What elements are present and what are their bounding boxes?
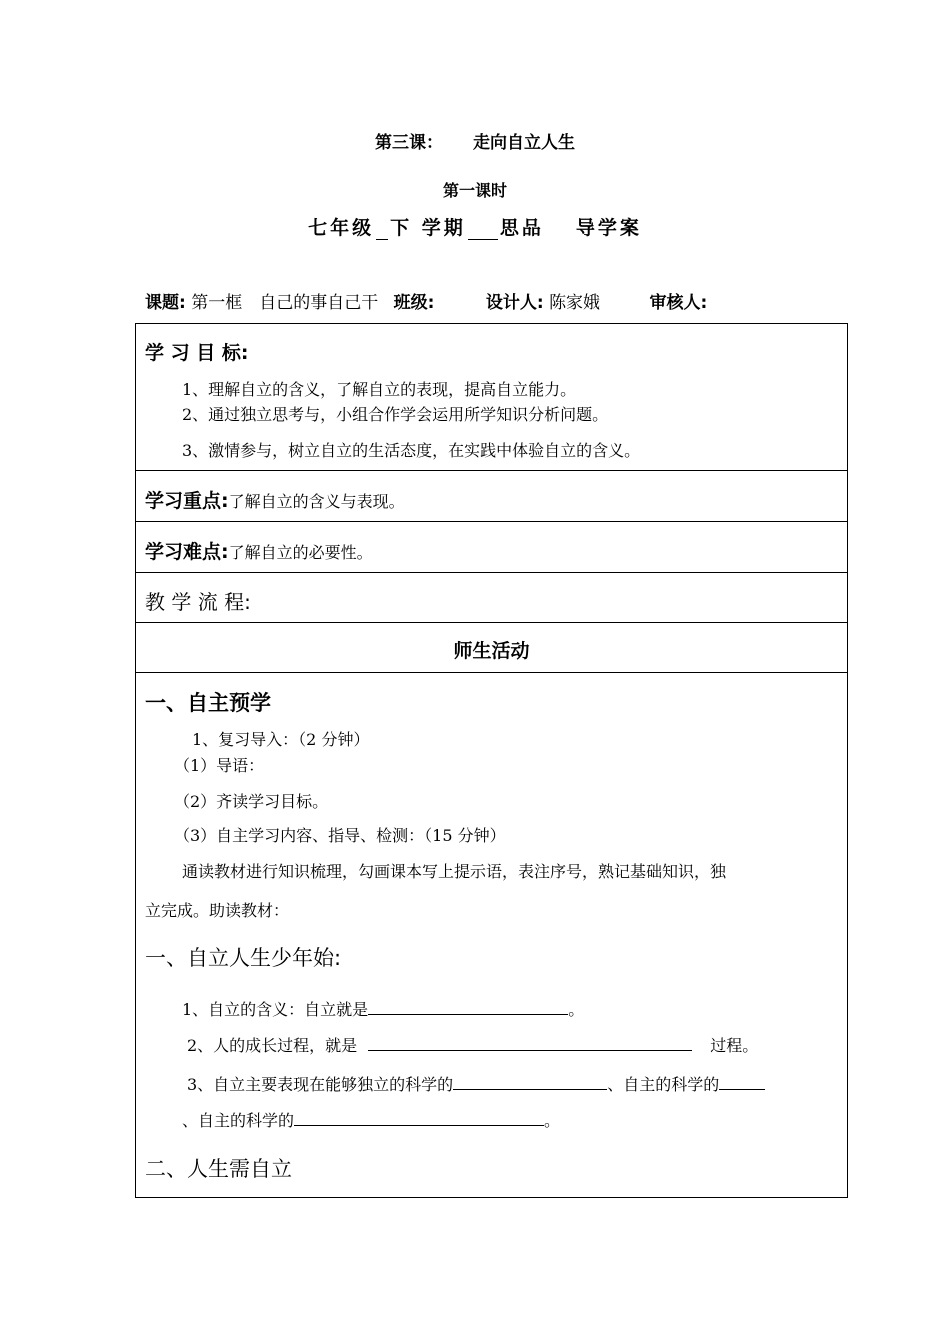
designer-label: 设计人:: [485, 293, 544, 313]
section1-line: （2）齐读学习目标。: [174, 792, 329, 811]
course-title: [0, 213, 950, 240]
class-label: 班级:: [393, 293, 435, 313]
question-text: 过程。: [710, 1036, 759, 1055]
designer-value: 陈家娥: [549, 293, 601, 313]
lesson-name: 走向自立人生: [473, 133, 575, 153]
answer-blank[interactable]: [368, 1034, 692, 1051]
question-text: 。: [568, 1000, 585, 1019]
question-text: 。: [544, 1111, 561, 1130]
process-label: 教 学 流 程:: [145, 590, 251, 614]
difficulty-text: 了解自立的必要性。: [228, 543, 373, 562]
question-text: 2、人的成长过程，就是: [187, 1036, 358, 1055]
row-divider: [136, 672, 847, 673]
lesson-table: [135, 323, 848, 1198]
subject-text: 思品: [499, 217, 544, 239]
section1-heading: 一、自主预学: [145, 691, 271, 715]
row-divider: [136, 521, 847, 522]
period-title: 第一课时: [442, 181, 507, 200]
topic-label: 课题:: [145, 293, 186, 313]
goals-heading: 学 习 目 标:: [145, 342, 249, 364]
key-point-label: 学习重点:: [145, 490, 229, 512]
term-label: 学期: [421, 217, 466, 239]
goal-item: 3、激情参与，树立自立的生活态度，在实践中体验自立的含义。: [182, 441, 641, 460]
row-divider: [136, 622, 847, 623]
question-2: [187, 1033, 758, 1056]
activity-header: 师生活动: [453, 640, 530, 662]
question-3: [187, 1072, 765, 1095]
meta-line: [145, 288, 707, 313]
section1-line: 1、复习导入：（2 分钟）: [192, 730, 370, 749]
row-divider: [136, 470, 847, 471]
answer-blank[interactable]: [294, 1109, 544, 1126]
goal-item: 2、通过独立思考与，小组合作学会运用所学知识分析问题。: [182, 405, 609, 424]
question-text: 、自主的科学的: [607, 1075, 720, 1094]
section1-line: 立完成。助读教材：: [145, 901, 290, 920]
grade-text: 七年级: [308, 217, 375, 239]
question-1: [182, 997, 584, 1020]
part1-heading: 一、自立人生少年始:: [145, 946, 342, 970]
question-text: 1、自立的含义：自立就是: [182, 1000, 369, 1019]
answer-blank[interactable]: [368, 998, 568, 1015]
section1-line: （1）导语：: [174, 756, 265, 775]
section1-line: （3）自主学习内容、指导、检测：（15 分钟）: [174, 826, 506, 845]
answer-blank[interactable]: [719, 1073, 765, 1090]
answer-blank[interactable]: [453, 1073, 607, 1090]
section1-line: 通读教材进行知识梳理，勾画课本写上提示语，表注序号，熟记基础知识，独: [182, 862, 727, 881]
lesson-title: [0, 128, 950, 153]
question-3-cont: [182, 1108, 560, 1131]
difficulty-row: [145, 537, 373, 564]
reviewer-label: 审核人:: [649, 293, 708, 313]
part2-heading: 二、人生需自立: [145, 1157, 292, 1181]
blank-line: [468, 221, 498, 240]
question-text: 、自主的科学的: [182, 1111, 295, 1130]
difficulty-label: 学习难点:: [145, 541, 229, 563]
term-text: 下: [390, 217, 413, 239]
row-divider: [136, 572, 847, 573]
blank-line: [376, 221, 388, 240]
question-text: 3、自立主要表现在能够独立的科学的: [187, 1075, 454, 1094]
lesson-number: 第三课：: [375, 133, 443, 153]
key-point-text: 了解自立的含义与表现。: [228, 492, 405, 511]
doc-type: 导学案: [575, 217, 642, 239]
topic-value: 第一框 自己的事自己干: [191, 293, 379, 313]
goal-item: 1、理解自立的含义，了解自立的表现，提高自立能力。: [182, 380, 577, 399]
key-point-row: [145, 486, 405, 513]
